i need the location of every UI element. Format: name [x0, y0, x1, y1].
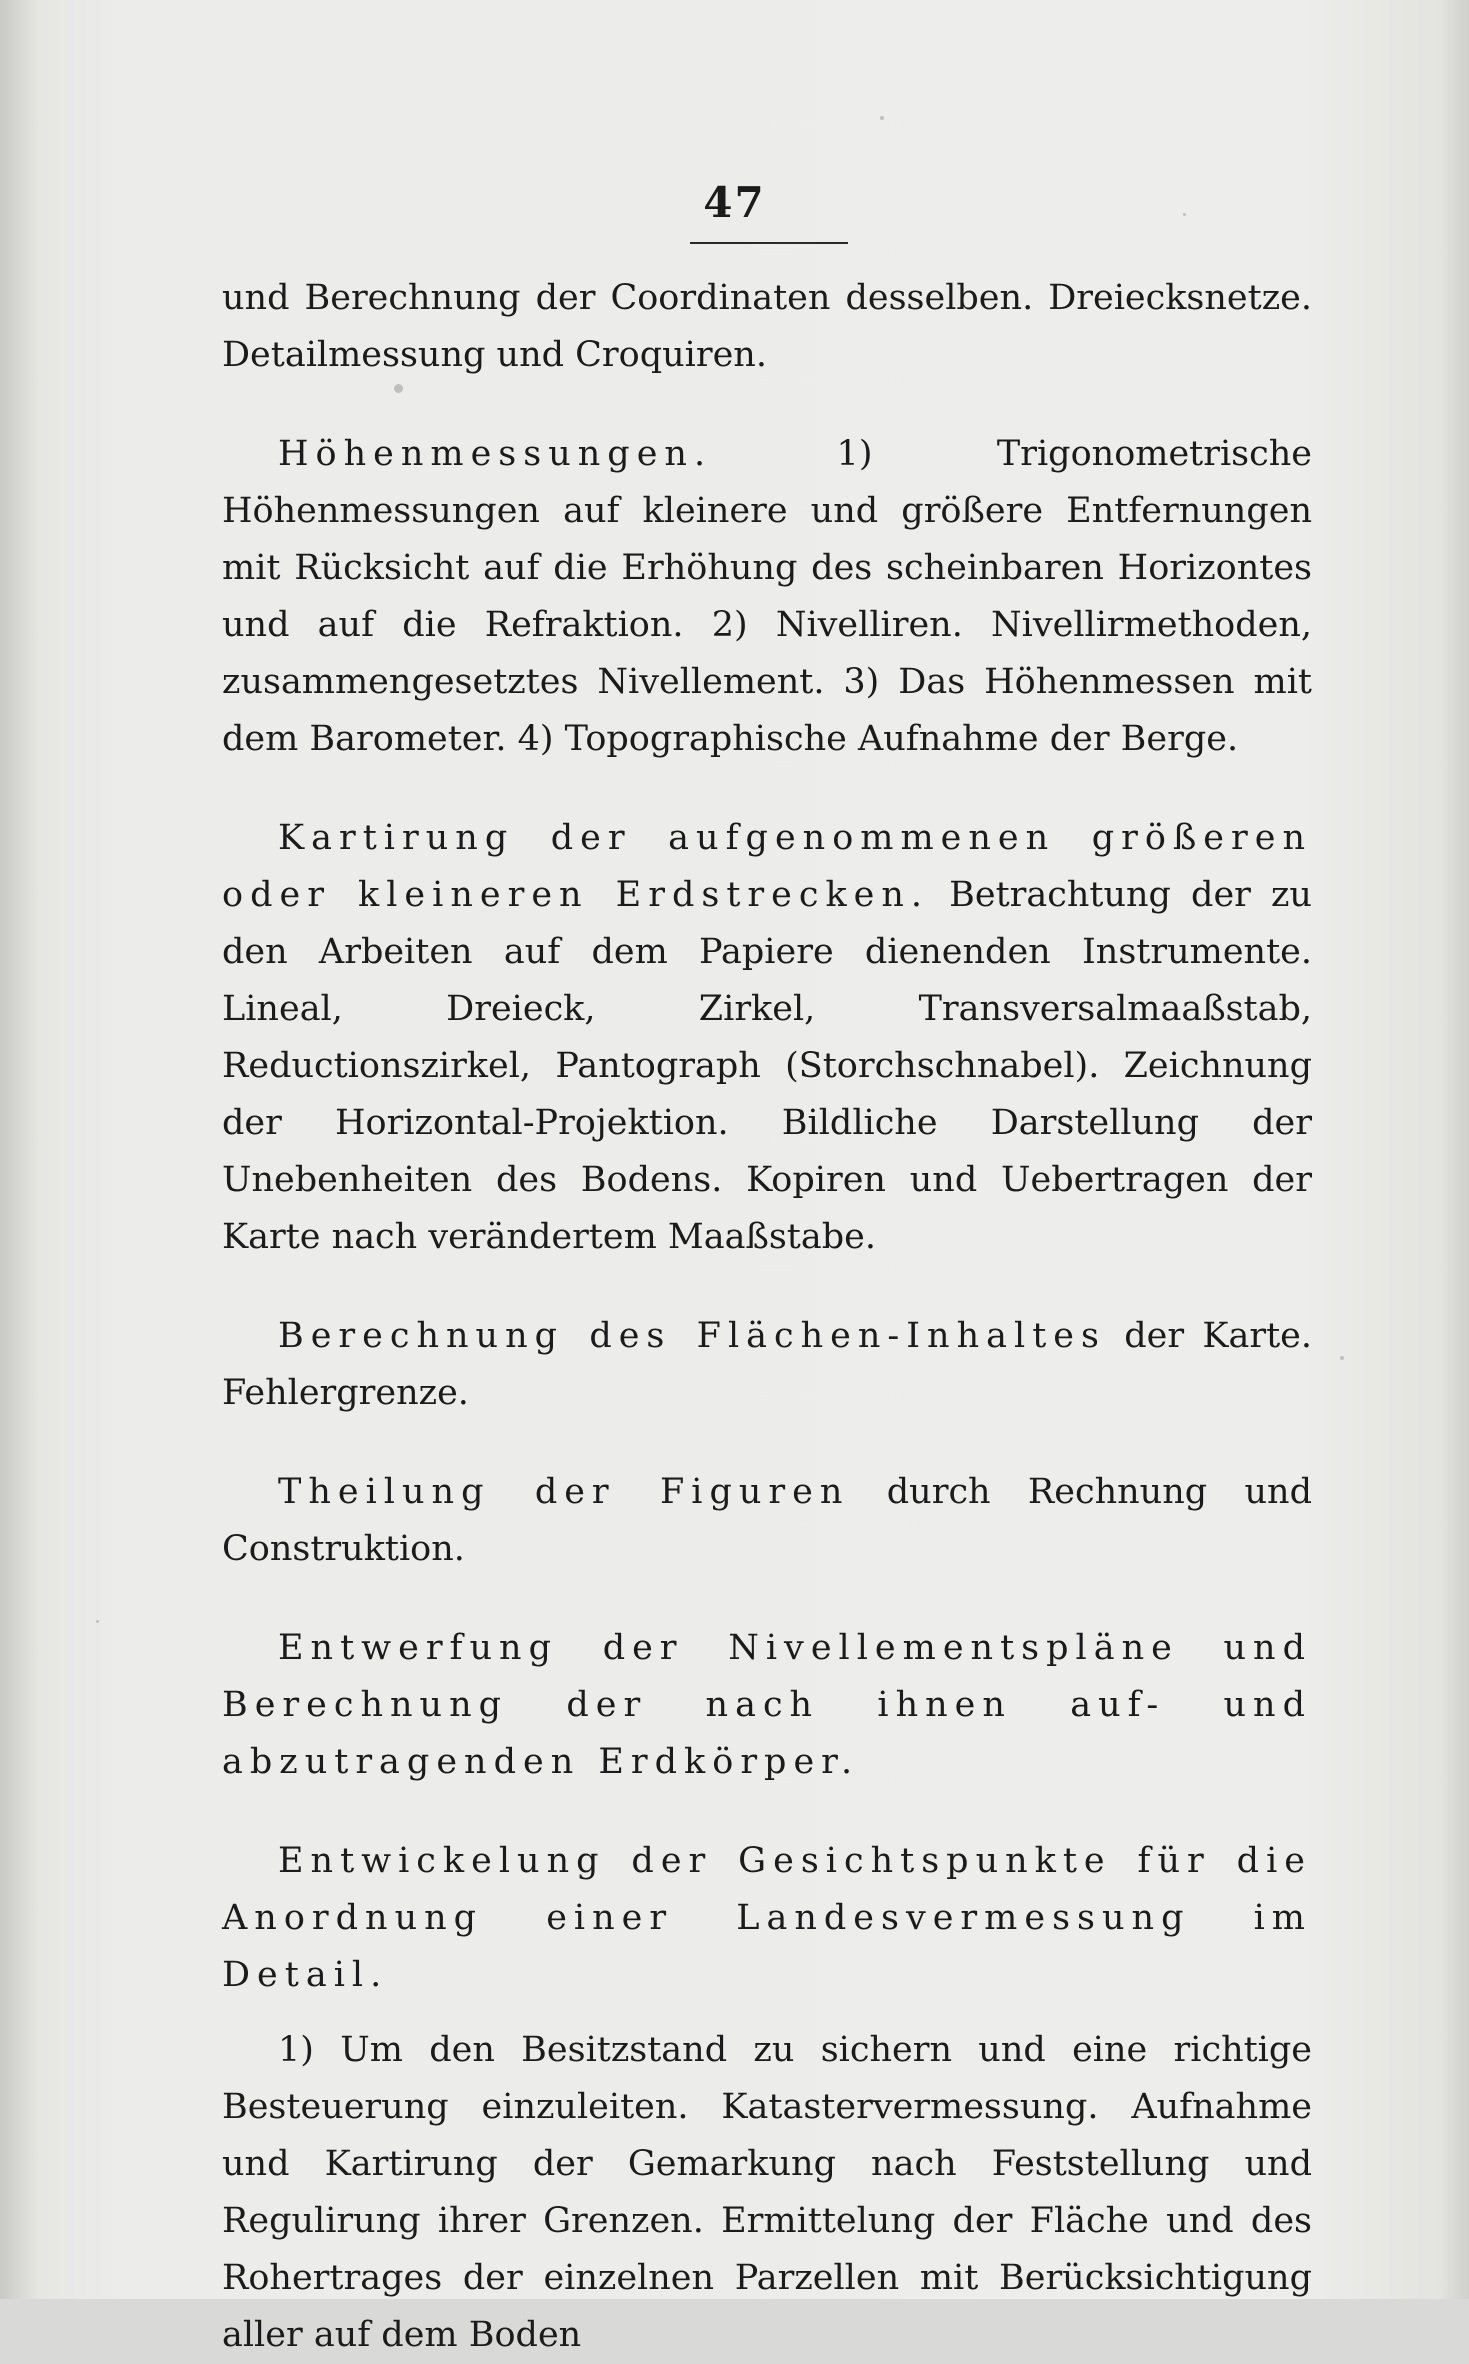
paragraph-entwerfung: [222, 1620, 1312, 1791]
paragraph-heading: Entwerfung der Nivellementspläne und Berechnung der nach ihnen auf- und abzutragenden Erdkörper.: [222, 1628, 1312, 1782]
paragraph-text: 1) Um den Besitzstand zu sichern und eine richtige Besteuerung einzuleiten. Katastervermessung. Aufnahme und Kartirung der Gemarkung nach Feststellung und Regulirung ihrer Grenzen. Ermittelung der Fläche und des Rohertrages der einzelnen Parzellen mit Berücksichtigung aller auf dem Boden: [222, 2030, 1312, 2355]
paragraph-heading: Theilung der Figuren: [278, 1472, 850, 1512]
paper-speck: [880, 116, 884, 120]
paragraph-heading: Berechnung des Flächen-Inhaltes: [278, 1316, 1106, 1356]
paragraph-text: durch Rechnung und Construktion.: [222, 1472, 1312, 1569]
paragraph-text: Betrachtung der zu den Arbeiten auf dem Papiere dienenden Instrumente. Lineal, Dreieck, Zirkel, Transversalmaaßstab, Reductionszirkel, Pantograph (Storchschnabel). Zeichnung der Horizontal-Projektion. Bildliche Darstellung der Unebenheiten des Bodens. Kopiren und Uebertragen der Karte nach verändertem Maaßstabe.: [222, 875, 1312, 1257]
paragraph-kartirung: [222, 810, 1312, 1266]
paragraph-heading: Höhenmessungen.: [278, 434, 713, 474]
paper-speck: [1340, 1356, 1344, 1360]
paragraph-heading: Entwickelung der Gesichtspunkte für die Anordnung einer Landesvermessung im Detail.: [222, 1841, 1312, 1995]
paragraph-coordinates: [222, 270, 1312, 384]
page-number-rule: [690, 242, 848, 244]
paragraph-heading: Kartirung der aufgenommenen größeren oder kleineren Erdstrecken.: [222, 818, 1312, 915]
paragraph-hoehenmessungen: [222, 426, 1312, 768]
paragraph-text: der Karte. Fehlergrenze.: [222, 1316, 1312, 1413]
text-body: [222, 270, 1312, 2364]
page-number: 47: [703, 178, 766, 227]
paper-speck: [96, 1620, 99, 1623]
paragraph-flaecheninhalt: [222, 1308, 1312, 1422]
paragraph-entwickelung: [222, 1833, 1312, 2004]
paragraph-text: und Berechnung der Coordinaten desselben. Dreiecksnetze. Detailmessung und Croquiren.: [222, 278, 1312, 375]
paragraph-theilung: [222, 1464, 1312, 1578]
paragraph-besitzstand: [222, 2022, 1312, 2364]
paragraph-text: 1) Trigonometrische Höhenmessungen auf kleinere und größere Entfernungen mit Rücksicht auf die Erhöhung des scheinbaren Horizontes und auf die Refraktion. 2) Nivelliren. Nivellirmethoden, zusammengesetztes Nivellement. 3) Das Höhenmessen mit dem Barometer. 4) Topographische Aufnahme der Berge.: [222, 434, 1312, 759]
